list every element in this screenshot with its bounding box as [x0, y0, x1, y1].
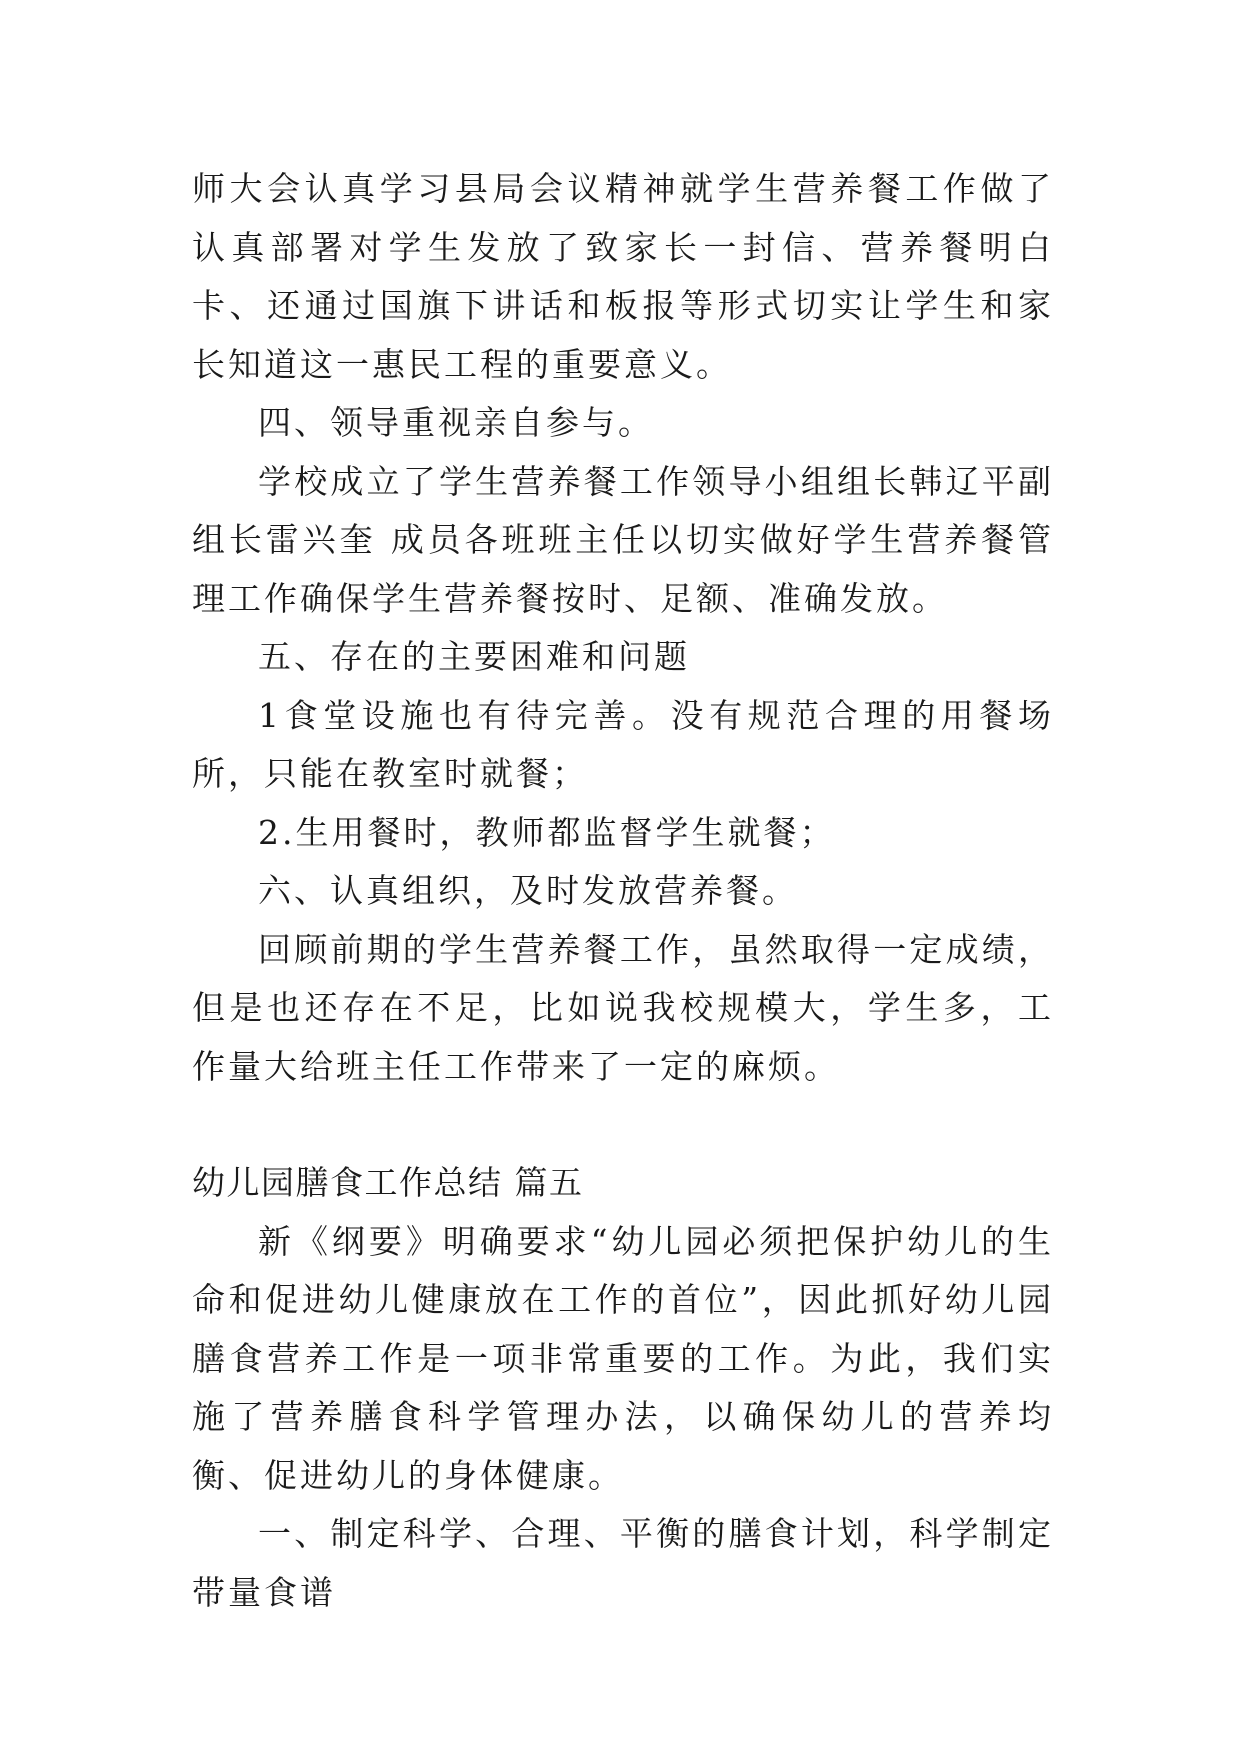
heading-difficulties: 五、存在的主要困难和问题	[258, 637, 690, 676]
heading-leadership: 四、领导重视亲自参与。	[258, 403, 654, 442]
paragraph-teacher-supervision: 2.生用餐时，教师都监督学生就餐；	[258, 812, 836, 852]
paragraph-canteen-facilities: 1食堂设施也有待完善。没有规范合理的用餐场所，只能在教室时就餐；	[192, 695, 1054, 793]
document-body	[192, 160, 1054, 1622]
section-title: 幼儿园膳食工作总结 篇五	[192, 1163, 584, 1202]
paragraph-meal-publicity: 师大会认真学习县局会议精神就学生营养餐工作做了认真部署对学生发放了致家长一封信、营养餐明白卡、还通过国旗下讲话和板报等形式切实让学生和家长知道这一惠民工程的重要意义。	[192, 169, 1054, 384]
heading-organize-distribution: 六、认真组织，及时发放营养餐。	[258, 871, 798, 910]
paragraph-review: 回顾前期的学生营养餐工作，虽然取得一定成绩，但是也还存在不足，比如说我校规模大，学生多，工作量大给班主任工作带来了一定的麻烦。	[192, 929, 1054, 1086]
section-spacer	[192, 1096, 1054, 1154]
heading-diet-plan: 一、制定科学、合理、平衡的膳食计划，科学制定带量食谱	[192, 1514, 1054, 1612]
paragraph-guideline: 新《纲要》明确要求“幼儿园必须把保护幼儿的生命和促进幼儿健康放在工作的首位”，因此抓好幼儿园膳食营养工作是一项非常重要的工作。为此，我们实施了营养膳食科学管理办法，以确保幼儿的营养均衡、促进幼儿的身体健康。	[192, 1221, 1054, 1495]
paragraph-leadership-group: 学校成立了学生营养餐工作领导小组组长韩辽平副组长雷兴奎 成员各班班主任以切实做好学生营养餐管理工作确保学生营养餐按时、足额、准确发放。	[192, 461, 1054, 618]
